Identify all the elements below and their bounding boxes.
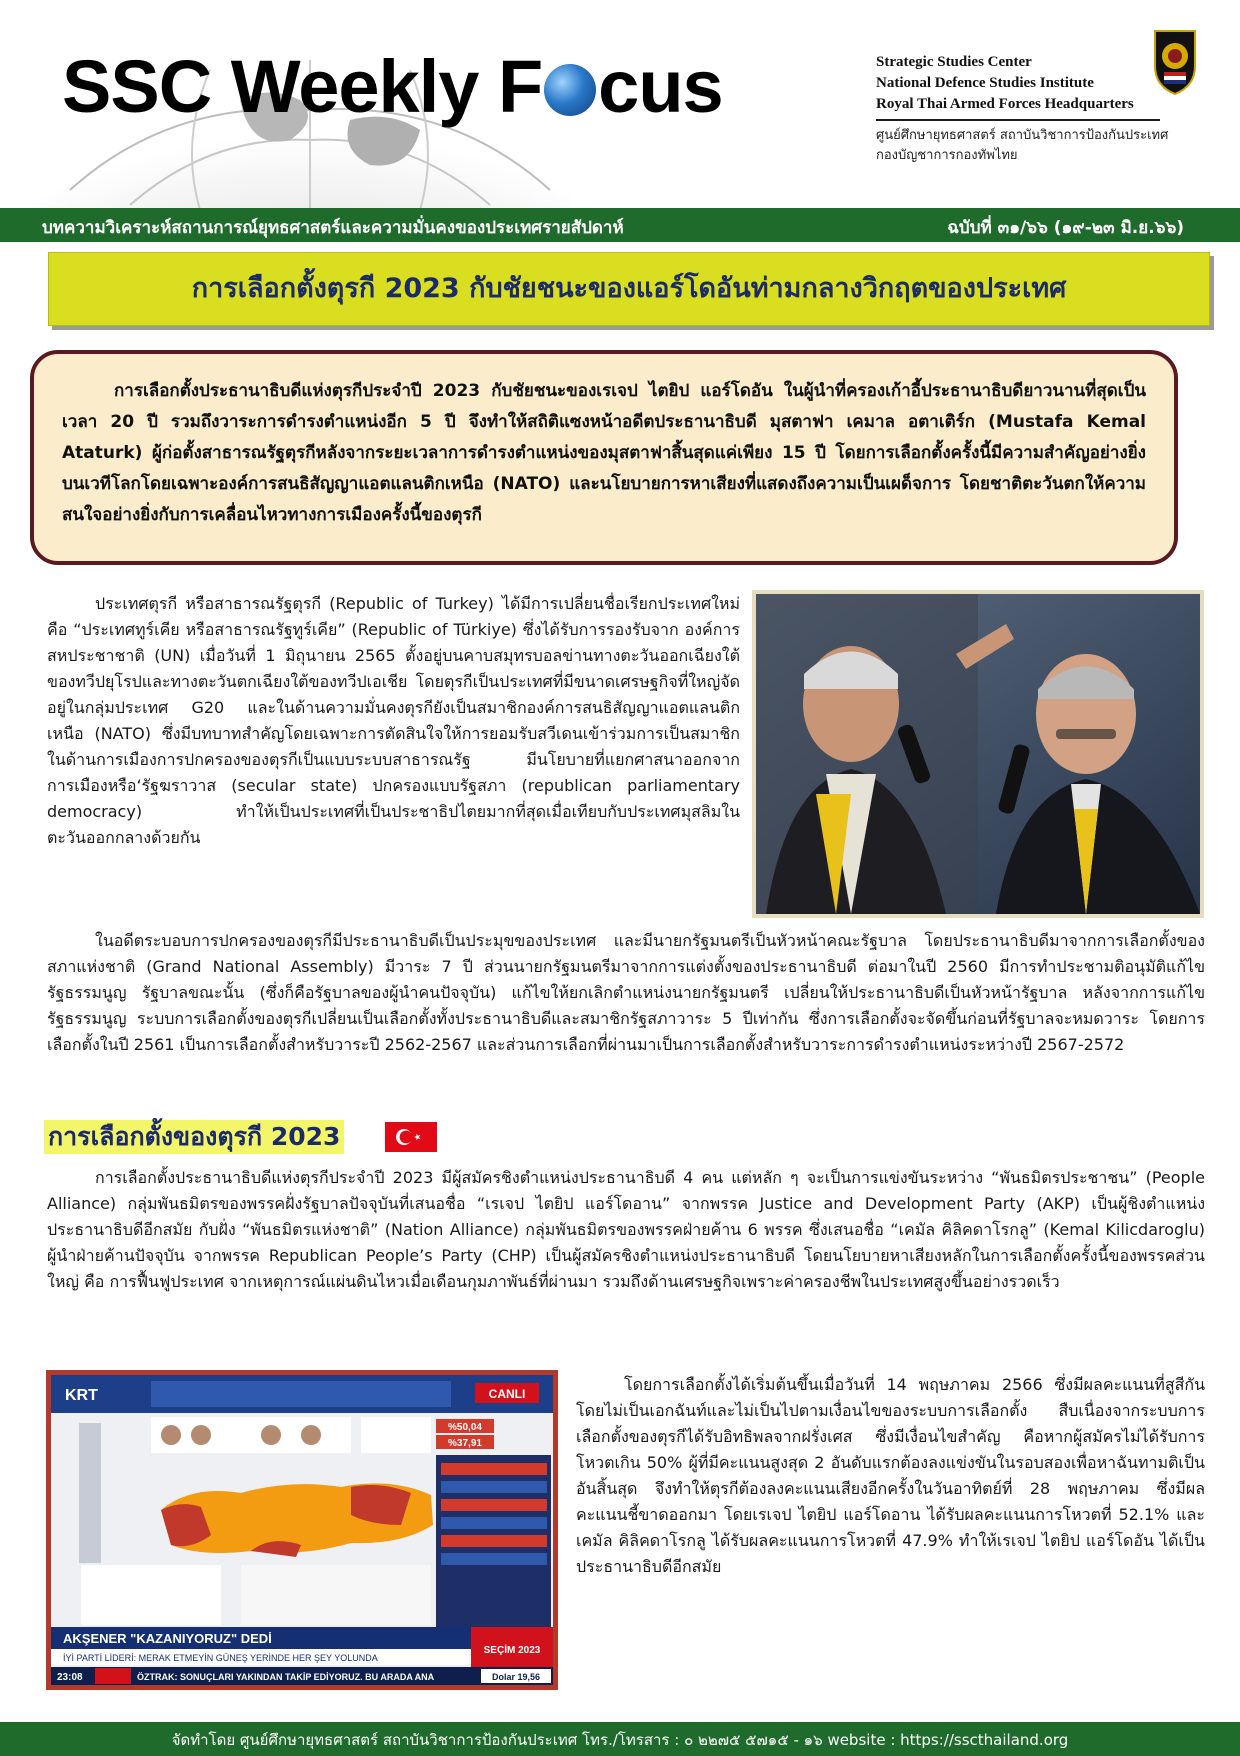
issue-band (0, 208, 1240, 242)
tv-ticker: ÖZTRAK: SONUÇLARI YAKINDAN TAKİP EDİYORUZ. BU ARADA ANA (137, 1672, 435, 1682)
paragraph-history (47, 928, 1205, 1058)
tv-subline: İYİ PARTİ LİDERİ: MERAK ETMEYİN GÜNEŞ YERİNDE HER ŞEY YOLUNDA (63, 1653, 378, 1663)
tv-percent-2: %37,91 (448, 1438, 482, 1449)
military-emblem-icon (1150, 26, 1200, 96)
tv-time: 23:08 (57, 1672, 83, 1683)
footer-band (0, 1722, 1240, 1756)
org-name-english (876, 52, 1134, 115)
masthead-title-part2: cus (598, 45, 723, 128)
article-headline-box (48, 252, 1210, 326)
band-description: บทความวิเคราะห์สถานการณ์ยุทธศาสตร์และความมั่นคงของประเทศรายสัปดาห์ (42, 218, 624, 238)
org-th-line-1: ศูนย์ศึกษายุทธศาสตร์ สถาบันวิชาการป้องกันประเทศ (876, 128, 1169, 143)
masthead-title-part1: SSC Weekly F (62, 45, 543, 128)
tv-election-badge: SEÇİM 2023 (483, 1645, 541, 1656)
paragraph-2: ในอดีตระบอบการปกครองของตุรกีมีประธานาธิบดีเป็นประมุขของประเทศ และมีนายกรัฐมนตรีเป็นหัวหน้าคณะรัฐบาล โดยประธานาธิบดีมาจากการเลือกตั้งของสภาแห่งชาติ (Grand National Assembly) มีวาระ 7 ปี ส่วนนายกรัฐมนตรีมาจากการแต่งตั้งของประธานาธิบดี ต่อมาในปี 2560 มีการทำประชามติอนุมัติแก้ไขรัฐธรรมนูญ รัฐบาลขณะนั้น (ซึ่งก็คือรัฐบาลของผู้นำคนปัจจุบัน) แก้ไขให้ยกเลิกตำแหน่งนายกรัฐมนตรี เปลี่ยนให้ประธานาธิบดีเป็นหัวหน้ารัฐบาล หลังจากการแก้ไขรัฐธรรมนูญ ระบบการเลือกตั้งของตุรกีเปลี่ยนเป็นเลือกตั้งทั้งประธานาธิบดีและสมาชิกรัฐสภาวาระ 5 ปีเท่ากัน ซึ่งการเลือกตั้งจะจัดขึ้นก่อนที่รัฐบาลจะหมดวาระ โดยการเลือกตั้งในปี 2561 เป็นการเลือกตั้งสำหรับวาระปี 2562-2567 และส่วนการเลือกที่ผ่านมาเป็นการเลือกตั้งสำหรับวาระการดำรงตำแหน่งระหว่างปี 2567-2572 (47, 931, 1205, 1054)
footer-text: จัดทำโดย ศูนย์ศึกษายุทธศาสตร์ สถาบันวิชาการป้องกันประเทศ โทร./โทรสาร : ๐ ๒๒๗๕ ๕๗๑๕ - ๑๖ website : https://sscthailand.org (171, 1731, 1069, 1749)
article-headline: การเลือกตั้งตุรกี 2023 กับชัยชนะของแอร์โดอันท่ามกลางวิกฤตของประเทศ (191, 273, 1067, 304)
tv-live-badge: CANLI (488, 1387, 526, 1401)
broadcast-graphic (51, 1375, 553, 1685)
election-broadcast-image (46, 1370, 558, 1690)
paragraph-intro (47, 591, 740, 851)
turkey-flag-icon (385, 1122, 437, 1152)
masthead-title (62, 45, 723, 128)
paragraph-3: การเลือกตั้งประธานาธิบดีแห่งตุรกีประจำปี 2023 มีผู้สมัครชิงตำแหน่งประธานาธิบดี 4 คน แต่หลัก ๆ จะเป็นการแข่งขันระหว่าง “พันธมิตรประชาชน” (People Alliance) กลุ่มพันธมิตรของพรรคฝั่งรัฐบาลปัจจุบันที่เสนอชื่อ “เรเจป ไตยิป แอร์โดอาน” จากพรรค Justice and Development Party (AKP) เป็นผู้ชิงตำแหน่งประธานาธิบดีอีกสมัย กับฝั่ง “พันธมิตรแห่งชาติ” (Nation Alliance) กลุ่มพันธมิตรของพรรคฝ่ายค้าน 6 พรรค ซึ่งเสนอชื่อ “เคมัล คิลิคดาโรกลู” (Kemal Kilicdaroglu) ผู้นำฝ่ายค้านปัจจุบัน จากพรรค Republican People’s Party (CHP) เป็นผู้สมัครชิงตำแหน่งประธานาธิบดี โดยนโยบายหาเสียงหลักในการเลือกตั้งครั้งนี้ของพรรคส่วนใหญ่ คือ การฟื้นฟูประเทศ จากเหตุการณ์แผ่นดินไหวเมื่อเดือนกุมภาพันธ์ที่ผ่านมา รวมถึงด้านเศรษฐกิจเพราะค่าครองชีพในประเทศสูงขึ้นอย่างรวดเร็ว (47, 1168, 1205, 1291)
org-th-line-2: กองบัญชาการกองทัพไทย (876, 148, 1018, 163)
summary-box (30, 350, 1178, 565)
summary-text: การเลือกตั้งประธานาธิบดีแห่งตุรกีประจำปี 2023 กับชัยชนะของเรเจป ไตยิป แอร์โดอัน ในผู้นำที่ครองเก้าอี้ประธานาธิบดียาวนานที่สุดเป็นเวลา 20 ปี รวมถึงวาระการดำรงตำแหน่งอีก 5 ปี จึงทำให้สถิติแซงหน้าอดีตประธานาธิบดี มุสตาฟา เคมาล อตาเติร์ก (Mustafa Kemal Ataturk) ผู้ก่อตั้งสาธารณรัฐตุรกีหลังจากระยะเวลาการดำรงตำแหน่งของมุสตาฟาสิ้นสุดแค่เพียง 15 ปี โดยการเลือกตั้งครั้งนี้มีความสำคัญอย่างยิ่งบนเวทีโลกโดยเฉพาะองค์การสนธิสัญญาแอตแลนติกเหนือ (NATO) และนโยบายการหาเสียงที่แสดงถึงความเป็นเผด็จการ โดยชาติตะวันตกให้ความสนใจอย่างยิ่งกับการเคลื่อนไหวทางการเมืองครั้งนี้ของตุรกี (62, 381, 1146, 525)
paragraph-results (576, 1372, 1205, 1580)
tv-channel-logo: KRT (65, 1387, 98, 1404)
org-line-1: Strategic Studies Center (876, 54, 1032, 70)
paragraph-candidates (47, 1165, 1205, 1295)
section-heading: การเลือกตั้งของตุรกี 2023 (44, 1120, 344, 1154)
org-line-3: Royal Thai Armed Forces Headquarters (876, 96, 1134, 112)
tv-headline: AKŞENER "KAZANIYORUZ" DEDİ (63, 1631, 272, 1646)
org-divider (876, 119, 1160, 121)
issue-number: ฉบับที่ ๓๑/๖๖ (๑๙-๒๓ มิ.ย.๖๖) (947, 218, 1184, 238)
tv-dolar-rate: Dolar 19,56 (491, 1672, 541, 1682)
candidates-photo (752, 590, 1204, 918)
tv-percent-1: %50,04 (448, 1422, 482, 1433)
paragraph-4: โดยการเลือกตั้งได้เริ่มต้นขึ้นเมื่อวันที่ 14 พฤษภาคม 2566 ซึ่งมีผลคะแนนที่สูสีกันโดยไม่เป็นเอกฉันท์และไม่เป็นไปตามเงื่อนไขของระบบการเลือกตั้ง สืบเนื่องจากระบบการเลือกตั้งของตุรกีได้รับอิทธิพลจากฝรั่งเศส ซึ่งมีเงื่อนไขสำคัญ คือหากผู้สมัครไม่ได้รับการโหวตเกิน 50% ผู้ที่มีคะแนนสูงสุด 2 อันดับแรกต้องลงแข่งขันในรอบสองเพื่อหาฉันทามติเป็นอันสิ้นสุด จึงทำให้ตุรกีต้องลงคะแนนเสียงอีกครั้งในวันอาทิตย์ที่ 28 พฤษภาคม ซึ่งมีผลคะแนนชี้ขาดออกมา โดยเรเจป ไตยิป แอร์โดอาน ได้รับผลคะแนนการโหวตที่ 52.1% และเคมัล คิลิคดาโรกลู ได้รับผลคะแนนการโหวตที่ 47.9% ทำให้เรเจป ไตยิป แอร์โดอัน ได้เป็นประธานาธิบดีอีกสมัย (576, 1375, 1205, 1576)
org-line-2: National Defence Studies Institute (876, 75, 1094, 91)
globe-o-icon (544, 64, 596, 116)
org-name-thai (876, 126, 1168, 166)
paragraph-1: ประเทศตุรกี หรือสาธารณรัฐตุรกี (Republic of Turkey) ได้มีการเปลี่ยนชื่อเรียกประเทศใหม่คือ “ประเทศทูร์เคีย หรือสาธารณรัฐทูร์เคีย” (Republic of Türkiye) ซึ่งได้รับการรองรับจาก องค์การสหประชาชาติ (UN) เมื่อวันที่ 1 มิถุนายน 2565 ตั้งอยู่บนคาบสมุทรบอลข่านทางตะวันออกเฉียงใต้ของทวีปยุโรปและทางตะวันตกเฉียงใต้ของทวีปเอเชีย โดยตุรกีเป็นประเทศที่มีขนาดเศรษฐกิจที่ใหญ่จัดอยู่ในกลุ่มประเทศ G20 และในด้านความมั่นคงตุรกียังเป็นสมาชิกองค์การสนธิสัญญาแอตแลนติกเหนือ (NATO) ซึ่งมีบทบาทสำคัญโดยเฉพาะการตัดสินใจให้การยอมรับสวีเดนเข้าร่วมการเป็นสมาชิก ในด้านการเมืองการปกครองของตุรกีเป็นแบบระบบสาธารณรัฐ มีนโยบายที่แยกศาสนาออกจากการเมืองหรือ‘รัฐฆราวาส (secular state) ปกครองแบบรัฐสภา (republican parliamentary democracy) ทำให้เป็นประเทศที่เป็นประชาธิปไตยมากที่สุดเมื่อเทียบกับประเทศมุสลิมในตะวันออกกลางด้วยกัน (47, 594, 740, 847)
